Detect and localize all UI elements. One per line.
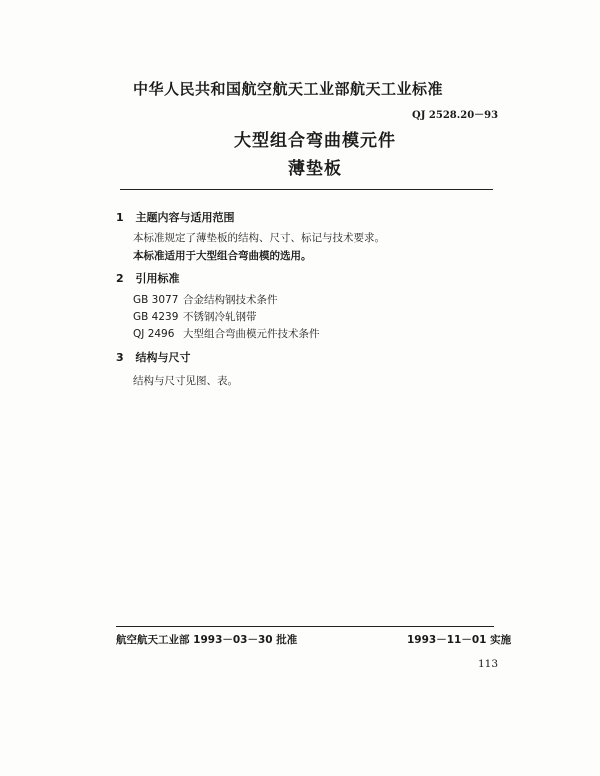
section-number: 2	[116, 272, 124, 285]
reference-name: 大型组合弯曲模元件技术条件	[183, 328, 320, 340]
section-1-heading	[116, 209, 235, 225]
section-3-paragraph-1: 结构与尺寸见图、表。	[133, 375, 238, 387]
reference-row	[133, 309, 257, 324]
standard-code: QJ 2528.20－93	[412, 110, 499, 121]
reference-name: 不锈钢冷轧钢带	[183, 311, 257, 323]
section-3-heading	[116, 349, 191, 365]
reference-code: GB 4239	[133, 311, 179, 323]
section-1-paragraph-1: 本标准规定了薄垫板的结构、尺寸、标记与技术要求。	[133, 232, 385, 244]
document-subtitle: 薄垫板	[288, 159, 342, 179]
header-divider	[120, 189, 493, 190]
reference-row	[133, 326, 320, 341]
section-title: 引用标准	[135, 272, 180, 285]
reference-code: GB 3077	[133, 294, 179, 306]
document-title: 大型组合弯曲模元件	[234, 131, 396, 151]
approval-statement: 航空航天工业部 1993－03－30 批准	[116, 634, 298, 646]
reference-name: 合金结构钢技术条件	[183, 294, 278, 306]
section-number: 1	[116, 211, 124, 224]
section-number: 3	[116, 351, 124, 364]
footer-divider	[116, 626, 494, 627]
section-1-paragraph-2: 本标准适用于大型组合弯曲模的选用。	[133, 250, 312, 262]
page-number: 113	[478, 658, 499, 670]
standard-organization: 中华人民共和国航空航天工业部航天工业标准	[133, 80, 444, 98]
reference-row	[133, 292, 278, 307]
section-title: 主题内容与适用范围	[135, 211, 235, 224]
section-2-heading	[116, 270, 180, 286]
section-title: 结构与尺寸	[135, 351, 191, 364]
reference-code: QJ 2496	[133, 328, 175, 340]
implementation-statement: 1993－11－01 实施	[407, 634, 512, 646]
